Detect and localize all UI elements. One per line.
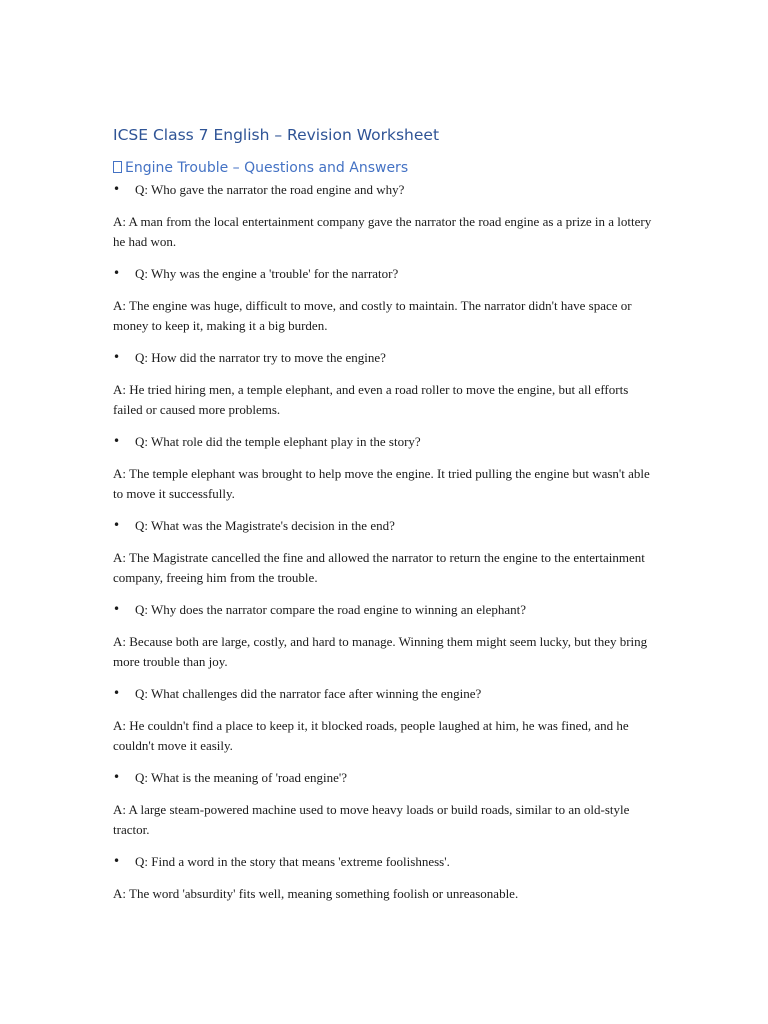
- answer: A: The Magistrate cancelled the fine and allowed the narrator to return the engine to the entertainment company, freeing him from the trouble.: [113, 550, 645, 585]
- qa-item: [113, 768, 658, 839]
- qa-item: [113, 264, 658, 335]
- question: [113, 432, 658, 451]
- bullet-icon: •: [113, 518, 121, 532]
- bullet-icon: •: [113, 182, 121, 196]
- worksheet-page: [113, 124, 658, 917]
- question: [113, 684, 658, 703]
- question: [113, 264, 658, 283]
- bullet-icon: •: [113, 266, 121, 280]
- question: [113, 852, 658, 871]
- qa-item: [113, 432, 658, 503]
- bullet-icon: •: [113, 686, 121, 700]
- bullet-icon: •: [113, 350, 121, 364]
- question-text: Q: What was the Magistrate's decision in the end?: [135, 518, 395, 533]
- question: [113, 600, 658, 619]
- question-text: Q: Why does the narrator compare the road engine to winning an elephant?: [135, 602, 527, 617]
- qa-item: [113, 348, 658, 419]
- answer: A: Because both are large, costly, and hard to manage. Winning them might seem lucky, but they bring more trouble than joy.: [113, 634, 648, 669]
- answer: A: He tried hiring men, a temple elephant, and even a road roller to move the engine, but all efforts failed or caused more problems.: [113, 382, 629, 417]
- section-heading: [113, 158, 658, 178]
- missing-glyph-icon: [113, 161, 122, 173]
- answer: A: A man from the local entertainment company gave the narrator the road engine as a prize in a lottery he had won.: [113, 214, 652, 249]
- qa-item: [113, 852, 658, 904]
- question: [113, 180, 658, 199]
- answer: A: The engine was huge, difficult to move, and costly to maintain. The narrator didn't have space or money to keep it, making it a big burden.: [113, 298, 632, 333]
- question: [113, 348, 658, 367]
- question: [113, 768, 658, 787]
- section-heading-text: Engine Trouble – Questions and Answers: [125, 160, 409, 176]
- question-text: Q: Who gave the narrator the road engine and why?: [135, 182, 405, 197]
- question-text: Q: How did the narrator try to move the engine?: [135, 350, 386, 365]
- answer: A: The word 'absurdity' fits well, meaning something foolish or unreasonable.: [113, 886, 519, 901]
- question-text: Q: Find a word in the story that means 'extreme foolishness'.: [135, 854, 450, 869]
- qa-item: [113, 684, 658, 755]
- bullet-icon: •: [113, 602, 121, 616]
- answer: A: He couldn't find a place to keep it, it blocked roads, people laughed at him, he was fined, and he couldn't move it easily.: [113, 718, 629, 753]
- document-title: ICSE Class 7 English – Revision Worksheet: [113, 126, 440, 144]
- qa-item: [113, 516, 658, 587]
- answer: A: The temple elephant was brought to help move the engine. It tried pulling the engine but wasn't able to move it successfully.: [113, 466, 650, 501]
- qa-list: [113, 180, 658, 904]
- answer: A: A large steam-powered machine used to move heavy loads or build roads, similar to an old-style tractor.: [113, 802, 630, 837]
- question-text: Q: What role did the temple elephant play in the story?: [135, 434, 421, 449]
- qa-item: [113, 180, 658, 251]
- question: [113, 516, 658, 535]
- bullet-icon: •: [113, 854, 121, 868]
- question-text: Q: What challenges did the narrator face after winning the engine?: [135, 686, 482, 701]
- bullet-icon: •: [113, 770, 121, 784]
- question-text: Q: What is the meaning of 'road engine'?: [135, 770, 348, 785]
- qa-item: [113, 600, 658, 671]
- question-text: Q: Why was the engine a 'trouble' for the narrator?: [135, 266, 399, 281]
- bullet-icon: •: [113, 434, 121, 448]
